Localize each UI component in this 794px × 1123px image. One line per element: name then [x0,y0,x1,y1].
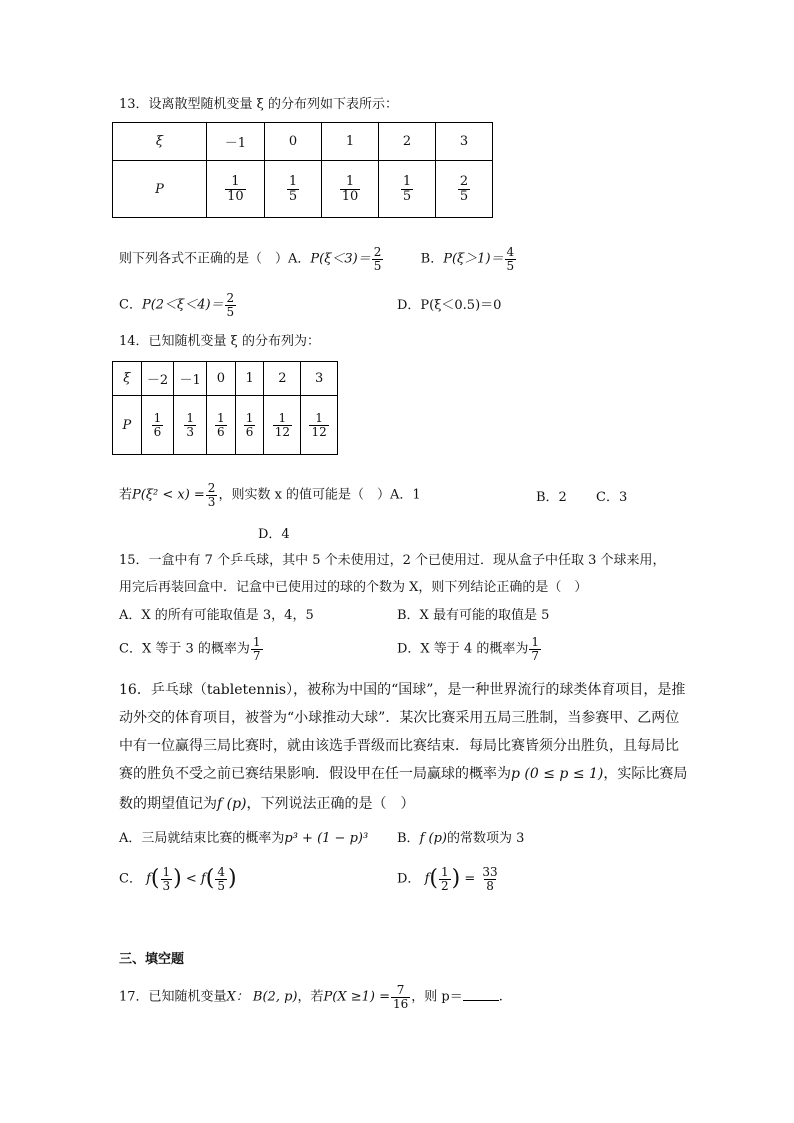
q13-option-b-expr: P(ξ＞1)＝ [443,251,504,267]
q13-option-a-frac: $\frac{2}{5}$ [373,245,382,273]
q14-value-cell: 0 [207,362,236,396]
q16-option-c: C． f( $\frac{1}{3}$ ) < f( $\frac{4}{5}$ ) [119,865,237,893]
q14-value-cell: 3 [301,362,338,396]
q15-line-2: 用完后再装回盒中．记盒中已使用过的球的个数为 X，则下列结论正确的是（ ） [119,580,588,595]
q16-line-3: 中有一位赢得三局比赛时，就由该选手晋级而比赛结束．每局比赛皆须分出胜负，且每局比 [119,738,679,754]
q13-value-cell: －1 [206,123,264,161]
q16-option-a: A．三局就结束比赛的概率为p³ + (1 − p)³ [119,831,369,846]
q13-distribution-table [112,122,493,218]
q13-value-cell: 1 [321,123,378,161]
q16-line-1: 16．乒乓球（tabletennis），被称为中国的“国球”，是一种世界流行的球类体育项目，是推 [119,682,686,698]
q14-prob-cell: $\frac{1}{6}$ [207,396,236,455]
q15-option-c: C．X 等于 3 的概率为 $\frac{1}{7}$ [119,635,261,663]
q14-condition: 若P(ξ² < x) = $\frac{2}{3}$ ，则实数 x 的值可能是（ ）A．1 [119,481,421,509]
q13-value-cell: 0 [265,123,322,161]
q14-value-cell: －2 [141,362,174,396]
q15-option-a: A．X 的所有可能取值是 3，4，5 [119,608,314,623]
q14-prob-cell: $\frac{1}{3}$ [174,396,207,455]
q13-option-c: C．P(2＜ξ＜4)＝ $\frac{2}{5}$ [119,291,235,319]
q14-option-c: C．3 [596,490,628,505]
q13-prob-cell: $\frac{1}{10}$ [206,161,264,218]
q13-prob-cell: $\frac{1}{10}$ [321,161,378,218]
q13-prob-cell: $\frac{1}{5}$ [265,161,322,218]
q14-prob-cell: $\frac{1}{6}$ [235,396,264,455]
q16-option-d: D． f( $\frac{1}{2}$ ) = $\frac{33}{8}$ [397,865,498,893]
q14-prob-cell: $\frac{1}{6}$ [141,396,174,455]
q13-value-cell: 2 [379,123,436,161]
q13-option-a-expr: P(ξ＜3)＝ [310,251,371,267]
q14-option-b: B．2 [536,490,567,505]
q14-stem: 14．已知随机变量 ξ 的分布列为： [119,334,320,349]
q14-distribution-table [112,361,338,455]
q13-stem: 13．设离散型随机变量 ξ 的分布列如下表所示： [119,97,398,112]
q13-options-ab: 则下列各式不正确的是（ ）A．P(ξ＜3)＝ $\frac{2}{5}$ B．P(ξ＞1)＝ $\frac{4}{5}$ [119,245,515,273]
q16-line-2: 动外交的体育项目，被誉为“小球推动大球”．某次比赛采用五局三胜制，当参赛甲、乙两位 [119,710,680,726]
q14-option-d: D．4 [258,527,290,542]
q13-prob-cell: $\frac{2}{5}$ [436,161,493,218]
q14-prob-row [113,396,338,455]
q13-value-cell: 3 [436,123,493,161]
q15-option-b: B．X 最有可能的取值是 5 [397,608,550,623]
q13-option-b-frac: $\frac{4}{5}$ [506,245,515,273]
q14-row-head-p: P [113,396,142,455]
q14-prob-cell: $\frac{1}{12}$ [301,396,338,455]
q14-prob-cell: $\frac{1}{12}$ [264,396,301,455]
q15-line-1: 15．一盒中有 7 个乒乓球，其中 5 个未使用过，2 个已使用过．现从盒子中任取 3 个球来用， [119,553,666,568]
q15-option-d: D．X 等于 4 的概率为 $\frac{1}{7}$ [397,635,539,663]
q14-value-cell: －1 [174,362,207,396]
q14-row-head-xi: ξ [113,362,142,396]
q14-value-row [113,362,338,396]
q13-value-row [113,123,493,161]
q13-prob-cell: $\frac{1}{5}$ [379,161,436,218]
q16-option-b: B．f (p)的常数项为 3 [397,831,525,846]
q16-line-4: 赛的胜负不受之前已赛结果影响．假设甲在任一局赢球的概率为p (0 ≤ p ≤ 1)，实际比赛局 [119,766,688,782]
q16-line-5: 数的期望值记为f (p)，下列说法正确的是（ ） [119,796,415,812]
q13-option-d: D．P(ξ＜0.5)＝0 [397,298,502,313]
section-title: 三、填空题 [119,952,185,967]
q17-answer-blank[interactable] [463,988,499,1001]
q13-row-head-p: P [113,161,207,218]
q13-row-head-xi: ξ [113,123,207,161]
q17-line: 17．已知随机变量X： B(2, p)，若P(X ≥1) = $\frac{7}{16}$ ，则 p＝ . [119,983,503,1011]
q13-prob-row [113,161,493,218]
q14-value-cell: 2 [264,362,301,396]
q14-value-cell: 1 [235,362,264,396]
